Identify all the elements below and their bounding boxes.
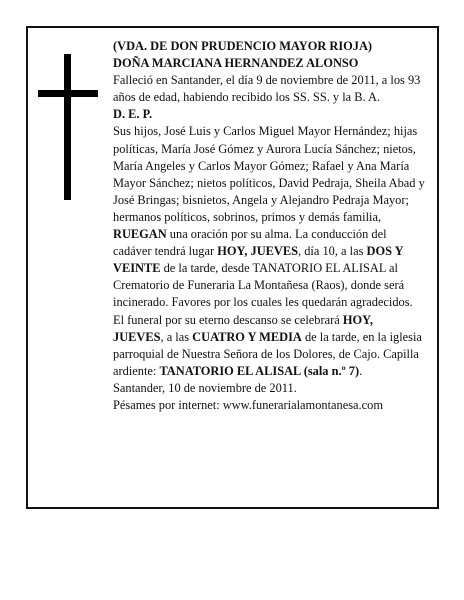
family-list: Sus hijos, José Luis y Carlos Miguel Mayor Hernández; hijas políticas, María José Gómez y Aurora Lucía Sánchez; nietos, María Angeles y Carlos Mayor Gómez; Rafael y Ana María Mayor Sánchez; nietos políticos, David Pedraja, Sheila Abad y José Bringas; bisnietos, Angela y Alejandro Pedraja Mayor; hermanos políticos, sobrinos, primos y demás familia,	[113, 124, 425, 224]
cross-horizontal-bar	[38, 90, 98, 97]
header-line-1: (VDA. DE DON PRUDENCIO MAYOR RIOJA)	[113, 39, 373, 53]
deceased-name: DOÑA MARCIANA HERNANDEZ ALONSO	[113, 56, 359, 71]
date-line: Santander, 10 de noviembre de 2011.	[113, 380, 297, 395]
cross-icon	[38, 54, 98, 200]
ceremony-details: RUEGAN una oración por su alma. La conducción del cadáver tendrá lugar HOY, JUEVES, día 10, a las DOS Y VEINTE de la tarde, desde TANATORIO EL ALISAL al Crematorio de Funeraria La Montañesa (Raos), donde será incinerado. Favores por los cuales les quedarán agradecidos. El funeral por su eterno descanso se celebrará HOY, JUEVES, a las CUATRO Y MEDIA de la tarde, en la iglesia parroquial de Nuestra Señora de los Dolores, de Cajo. Capilla ardiente: TANATORIO EL ALISAL (sala n.º 7).	[113, 227, 422, 378]
rip-line: D. E. P.	[113, 107, 153, 122]
condolences-website: Pésames por internet: www.funerarialamontanesa.com	[113, 397, 383, 412]
cross-vertical-bar	[64, 54, 71, 200]
death-notice: Falleció en Santander, el día 9 de noviembre de 2011, a los 93 años de edad, habiendo recibido los SS. SS. y la B. A.	[113, 73, 421, 105]
obituary-text	[113, 38, 425, 414]
